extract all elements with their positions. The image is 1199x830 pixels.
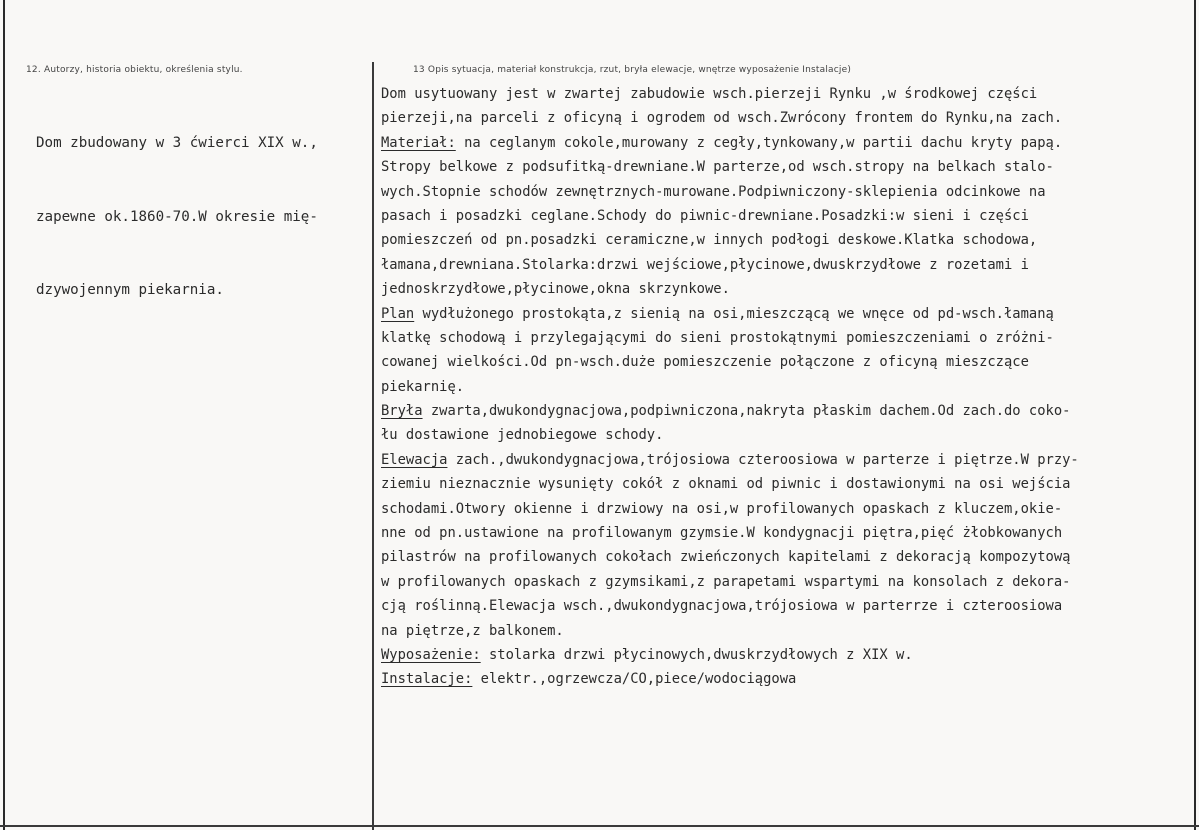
history-line: zapewne ok.1860-70.W okresie mię- (36, 208, 318, 225)
section-keyword: Elewacja (381, 451, 448, 468)
description-line (381, 545, 1191, 569)
description-line-text: cowanej wielkości.Od pn-wsch.duże pomieszczenie połączone z oficyną mieszczące (381, 354, 1029, 371)
description-line-text: wydłużonego prostokąta,z sienią na osi,mieszczącą we wnęce od pd-wsch.łamaną (414, 305, 1054, 322)
description-line (381, 155, 1191, 179)
history-line: Dom zbudowany w 3 ćwierci XIX w., (36, 135, 318, 151)
description-line (381, 521, 1191, 545)
description-line-text: łu dostawione jednobiegowe schody. (381, 427, 664, 444)
description-line-text: klatkę schodową i przylegającymi do sieni prostokątnymi pomieszczeniami o zróżni- (381, 329, 1054, 346)
description-line-text: łamana,drewniana.Stolarka:drzwi wejściowe,płycinowe,dwuskrzydłowe z rozetami i (381, 256, 1029, 273)
description-line (381, 497, 1191, 521)
description-line-text: elektr.,ogrzewcza/CO,piece/wodociągowa (472, 671, 797, 688)
description-line-text: cją roślinną.Elewacja wsch.,dwukondygnacjowa,trójosiowa w parterrze i czteroosiowa (381, 598, 1063, 615)
history-text (36, 82, 366, 352)
description-line (381, 204, 1191, 228)
description-line (381, 423, 1191, 447)
section-keyword: Plan (381, 305, 415, 322)
description-line (381, 180, 1191, 204)
description-line-text: Dom usytuowany jest w zwartej zabudowie wsch.pierzeji Rynku ,w środkowej części (381, 86, 1038, 102)
description-line-text: zach.,dwukondygnacjowa,trójosiowa czteroosiowa w parterze i piętrze.W przy- (447, 451, 1079, 468)
description-line-text: na piętrze,z balkonem. (381, 622, 564, 639)
description-line (381, 302, 1191, 326)
description-line-text: w profilowanych opaskach z gzymsikami,z parapetami wspartymi na konsolach z dekora- (381, 573, 1071, 590)
section-keyword: Bryła (381, 403, 423, 420)
description-line (381, 228, 1191, 252)
column-divider (372, 62, 374, 830)
description-line (381, 619, 1191, 643)
description-line-text: wych.Stopnie schodów zewnętrznych-murowane.Podpiwniczony-sklepienia odcinkowe na (381, 183, 1046, 200)
description-text (381, 82, 1191, 692)
description-line-text: jednoskrzydłowe,płycinowe,okna skrzynkowe. (381, 281, 730, 298)
description-line (381, 253, 1191, 277)
description-line-text: schodami.Otwory okienne i drzwiowy na osi,w profilowanych opaskach z kluczem,okie- (381, 500, 1063, 517)
description-line (381, 667, 1191, 691)
section-keyword: Wyposażenie: (381, 646, 481, 663)
description-line-text: pomieszczeń od pn.posadzki ceramiczne,w innych podłogi deskowe.Klatka schodowa, (381, 232, 1038, 249)
description-line (381, 399, 1191, 423)
description-line-text: piekarnię. (381, 378, 465, 395)
description-line (381, 643, 1191, 667)
section-keyword: Instalacje: (381, 671, 473, 688)
description-line (381, 326, 1191, 350)
description-line-text: pasach i posadzki ceglane.Schody do piwnic-drewniane.Posadzki:w sieni i części (381, 207, 1029, 224)
description-line (381, 375, 1191, 399)
description-line-text: ziemiu nieznacznie wysunięty cokół z oknami od piwnic i dostawionymi na osi wejścia (381, 476, 1071, 493)
description-line-text: pierzeji,na parceli z oficyną i ogrodem od wsch.Zwrócony frontem do Rynku,na zach. (381, 110, 1063, 127)
section-keyword: Materiał: (381, 134, 456, 151)
description-line (381, 472, 1191, 496)
description-line (381, 277, 1191, 301)
description-line (381, 594, 1191, 618)
description-line (381, 131, 1191, 155)
description-line (381, 82, 1191, 106)
description-line-text: nne od pn.ustawione na profilowanym gzymsie.W kondygnacji piętra,pięć żłobkowanych (381, 525, 1063, 542)
description-line (381, 448, 1191, 472)
left-border (3, 0, 5, 830)
description-line-text: na ceglanym cokole,murowany z cegły,tynkowany,w partii dachu kryty papą. (455, 134, 1063, 151)
right-border (1194, 0, 1196, 830)
description-line (381, 570, 1191, 594)
section-13-heading: 13 Opis sytuacja, materiał konstrukcja, rzut, bryła elewacje, wnętrze wyposażenie Instalacje) (413, 65, 852, 75)
description-line (381, 350, 1191, 374)
description-line-text: stolarka drzwi płycinowych,dwuskrzydłowych z XIX w. (480, 646, 913, 663)
description-line-text: pilastrów na profilowanych cokołach zwieńczonych kapitelami z dekoracją kompozytową (381, 549, 1071, 566)
description-line (381, 106, 1191, 130)
section-12-heading: 12. Autorzy, historia obiektu, określenia stylu. (26, 65, 243, 75)
bottom-border (0, 825, 1199, 827)
description-line-text: Stropy belkowe z podsufitką-drewniane.W parterze,od wsch.stropy na belkach stalo- (381, 159, 1054, 176)
history-line: dzywojennym piekarnia. (36, 282, 224, 298)
description-line-text: zwarta,dwukondygnacjowa,podpiwniczona,nakryta płaskim dachem.Od zach.do coko- (422, 403, 1071, 420)
